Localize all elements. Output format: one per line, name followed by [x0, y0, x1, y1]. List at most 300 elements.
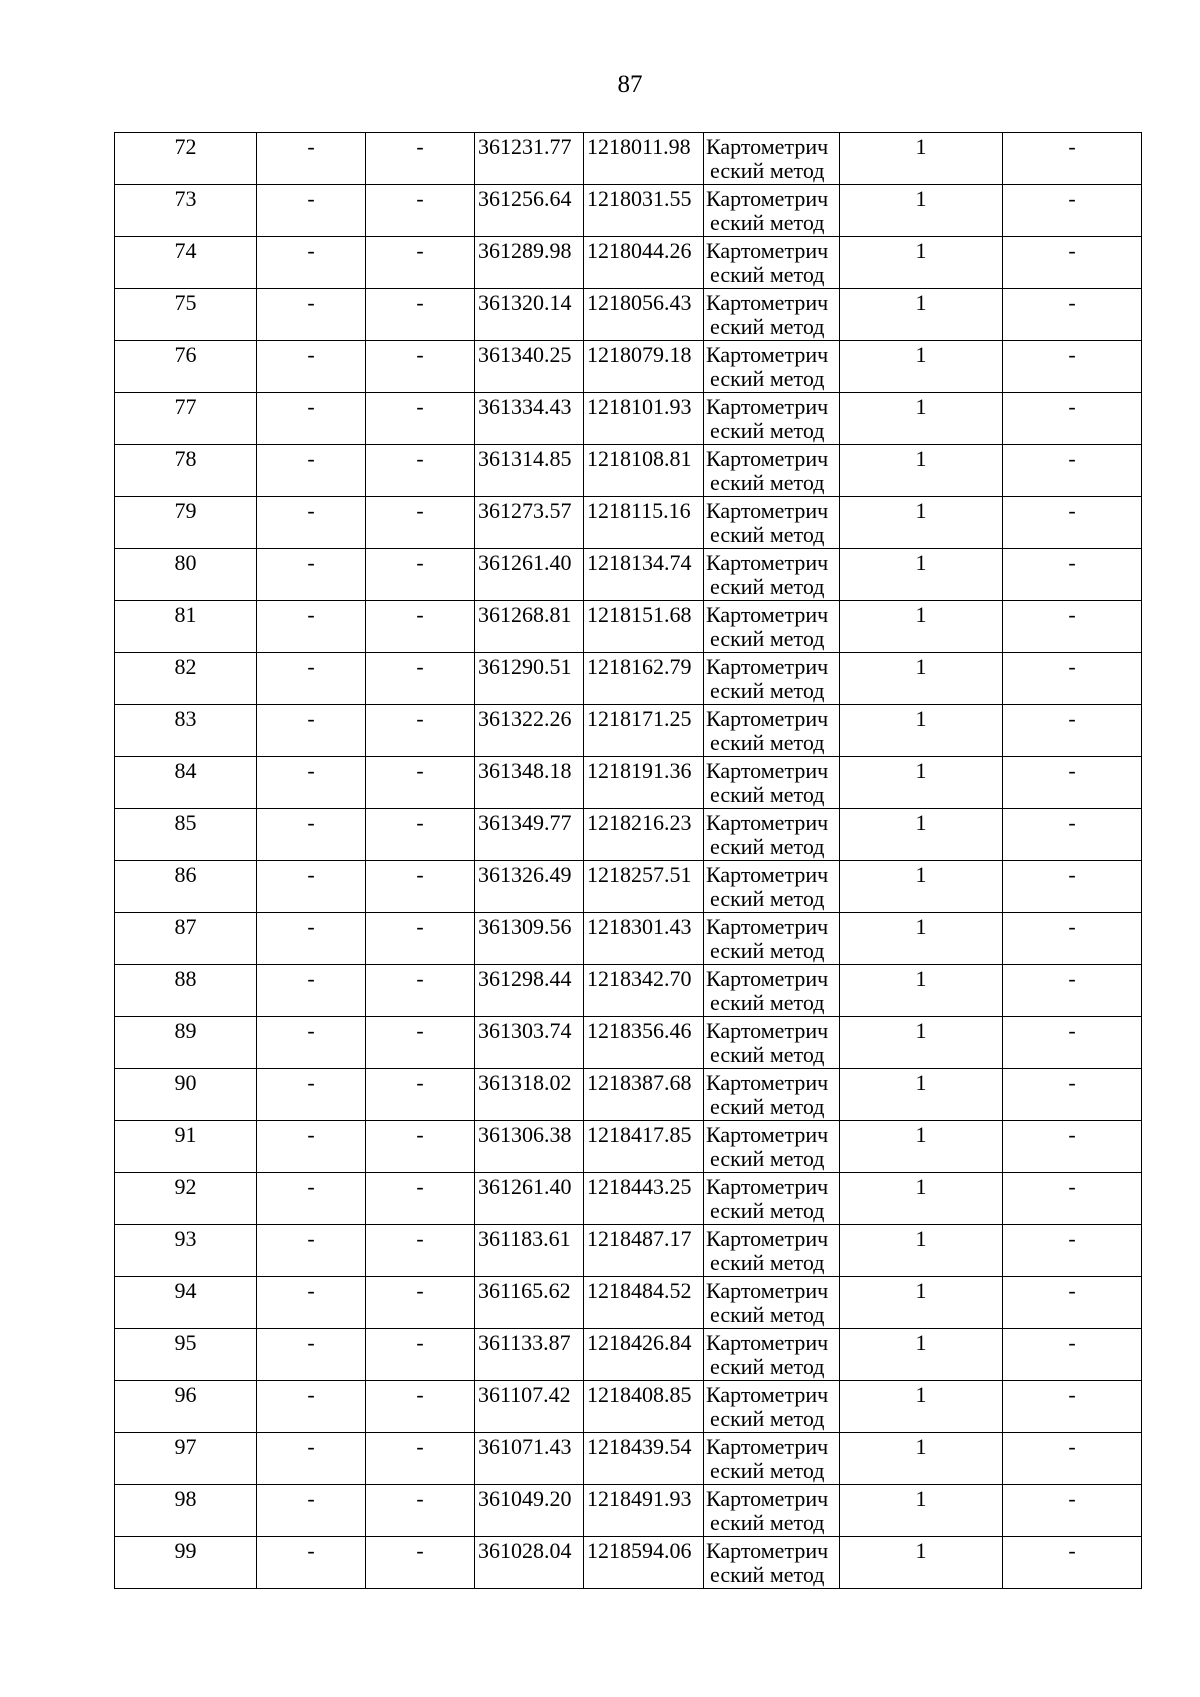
y-coordinate-cell: 1218171.25 [584, 705, 704, 757]
x-coordinate-cell: 361349.77 [475, 809, 584, 861]
point-number-cell: 90 [115, 1069, 257, 1121]
table-row [115, 1225, 1142, 1277]
column-3-cell: - [366, 1121, 475, 1173]
column-3-cell: - [366, 1069, 475, 1121]
y-coordinate-cell: 1218594.06 [584, 1537, 704, 1589]
point-number-cell: 97 [115, 1433, 257, 1485]
column-2-cell: - [257, 1485, 366, 1537]
column-3-cell: - [366, 289, 475, 341]
accuracy-cell: 1 [840, 1121, 1003, 1173]
x-coordinate-cell: 361261.40 [475, 549, 584, 601]
x-coordinate-cell: 361268.81 [475, 601, 584, 653]
column-3-cell: - [366, 549, 475, 601]
method-cell [704, 1485, 840, 1537]
method-text-line-2: еский метод [710, 886, 825, 911]
method-text-line-2: еский метод [710, 522, 825, 547]
point-number-cell: 82 [115, 653, 257, 705]
method-text-line-1: Картометрич [706, 1330, 829, 1355]
accuracy-cell: 1 [840, 757, 1003, 809]
y-coordinate-cell: 1218443.25 [584, 1173, 704, 1225]
method-text-line-1: Картометрич [706, 342, 829, 367]
y-coordinate-cell: 1218108.81 [584, 445, 704, 497]
column-2-cell: - [257, 1173, 366, 1225]
point-number-cell: 98 [115, 1485, 257, 1537]
column-2-cell: - [257, 1017, 366, 1069]
accuracy-cell: 1 [840, 601, 1003, 653]
method-cell [704, 393, 840, 445]
x-coordinate-cell: 361298.44 [475, 965, 584, 1017]
accuracy-cell: 1 [840, 1329, 1003, 1381]
method-text-line-1: Картометрич [706, 914, 829, 939]
method-text-line-2: еский метод [710, 366, 825, 391]
method-cell [704, 809, 840, 861]
point-number-cell: 92 [115, 1173, 257, 1225]
column-8-cell: - [1003, 1121, 1142, 1173]
method-text-line-2: еский метод [710, 938, 825, 963]
method-text-line-2: еский метод [710, 1094, 825, 1119]
method-text-line-2: еский метод [710, 210, 825, 235]
column-3-cell: - [366, 445, 475, 497]
column-3-cell: - [366, 185, 475, 237]
table-row [115, 549, 1142, 601]
method-text-line-2: еский метод [710, 1146, 825, 1171]
column-8-cell: - [1003, 809, 1142, 861]
method-text-line-2: еский метод [710, 1250, 825, 1275]
method-cell [704, 185, 840, 237]
point-number-cell: 86 [115, 861, 257, 913]
table-row [115, 341, 1142, 393]
column-2-cell: - [257, 549, 366, 601]
column-2-cell: - [257, 705, 366, 757]
method-cell [704, 1173, 840, 1225]
method-cell [704, 497, 840, 549]
method-cell [704, 1225, 840, 1277]
method-text-line-2: еский метод [710, 1510, 825, 1535]
accuracy-cell: 1 [840, 185, 1003, 237]
point-number-cell: 78 [115, 445, 257, 497]
method-cell [704, 445, 840, 497]
column-2-cell: - [257, 757, 366, 809]
column-8-cell: - [1003, 965, 1142, 1017]
table-row [115, 289, 1142, 341]
column-2-cell: - [257, 1277, 366, 1329]
column-8-cell: - [1003, 757, 1142, 809]
x-coordinate-cell: 361326.49 [475, 861, 584, 913]
method-text-line-2: еский метод [710, 782, 825, 807]
column-2-cell: - [257, 1121, 366, 1173]
accuracy-cell: 1 [840, 861, 1003, 913]
method-text-line-2: еский метод [710, 1302, 825, 1327]
method-text-line-1: Картометрич [706, 238, 829, 263]
method-text-line-2: еский метод [710, 1198, 825, 1223]
method-text-line-1: Картометрич [706, 186, 829, 211]
y-coordinate-cell: 1218162.79 [584, 653, 704, 705]
point-number-cell: 80 [115, 549, 257, 601]
y-coordinate-cell: 1218387.68 [584, 1069, 704, 1121]
column-8-cell: - [1003, 601, 1142, 653]
column-8-cell: - [1003, 1381, 1142, 1433]
method-cell [704, 549, 840, 601]
column-2-cell: - [257, 601, 366, 653]
accuracy-cell: 1 [840, 1069, 1003, 1121]
method-text-line-1: Картометрич [706, 1434, 829, 1459]
column-3-cell: - [366, 341, 475, 393]
method-cell [704, 861, 840, 913]
x-coordinate-cell: 361289.98 [475, 237, 584, 289]
table-row [115, 237, 1142, 289]
point-number-cell: 81 [115, 601, 257, 653]
column-3-cell: - [366, 757, 475, 809]
column-2-cell: - [257, 341, 366, 393]
column-8-cell: - [1003, 1433, 1142, 1485]
y-coordinate-cell: 1218079.18 [584, 341, 704, 393]
method-cell [704, 757, 840, 809]
accuracy-cell: 1 [840, 1225, 1003, 1277]
method-text-line-2: еский метод [710, 314, 825, 339]
column-8-cell: - [1003, 1537, 1142, 1589]
x-coordinate-cell: 361049.20 [475, 1485, 584, 1537]
column-3-cell: - [366, 653, 475, 705]
column-2-cell: - [257, 393, 366, 445]
point-number-cell: 73 [115, 185, 257, 237]
method-text-line-1: Картометрич [706, 862, 829, 887]
table-row [115, 757, 1142, 809]
column-8-cell: - [1003, 133, 1142, 185]
method-text-line-1: Картометрич [706, 1486, 829, 1511]
column-8-cell: - [1003, 497, 1142, 549]
accuracy-cell: 1 [840, 1433, 1003, 1485]
column-2-cell: - [257, 1537, 366, 1589]
y-coordinate-cell: 1218439.54 [584, 1433, 704, 1485]
column-8-cell: - [1003, 341, 1142, 393]
method-cell [704, 1069, 840, 1121]
method-text-line-1: Картометрич [706, 134, 829, 159]
method-text-line-1: Картометрич [706, 394, 829, 419]
method-text-line-1: Картометрич [706, 1070, 829, 1095]
column-8-cell: - [1003, 289, 1142, 341]
point-number-cell: 93 [115, 1225, 257, 1277]
method-text-line-1: Картометрич [706, 498, 829, 523]
method-cell [704, 1433, 840, 1485]
point-number-cell: 88 [115, 965, 257, 1017]
column-8-cell: - [1003, 1329, 1142, 1381]
column-8-cell: - [1003, 705, 1142, 757]
column-8-cell: - [1003, 185, 1142, 237]
column-3-cell: - [366, 1537, 475, 1589]
method-cell [704, 1329, 840, 1381]
table-row [115, 393, 1142, 445]
x-coordinate-cell: 361318.02 [475, 1069, 584, 1121]
y-coordinate-cell: 1218484.52 [584, 1277, 704, 1329]
point-number-cell: 84 [115, 757, 257, 809]
x-coordinate-cell: 361303.74 [475, 1017, 584, 1069]
method-text-line-2: еский метод [710, 470, 825, 495]
method-text-line-1: Картометрич [706, 810, 829, 835]
method-text-line-1: Картометрич [706, 1122, 829, 1147]
accuracy-cell: 1 [840, 549, 1003, 601]
column-8-cell: - [1003, 237, 1142, 289]
table-row [115, 913, 1142, 965]
y-coordinate-cell: 1218487.17 [584, 1225, 704, 1277]
column-8-cell: - [1003, 1069, 1142, 1121]
table-row [115, 497, 1142, 549]
x-coordinate-cell: 361183.61 [475, 1225, 584, 1277]
coordinates-table [114, 132, 1142, 1589]
x-coordinate-cell: 361261.40 [475, 1173, 584, 1225]
y-coordinate-cell: 1218426.84 [584, 1329, 704, 1381]
method-cell [704, 1381, 840, 1433]
method-cell [704, 133, 840, 185]
x-coordinate-cell: 361314.85 [475, 445, 584, 497]
y-coordinate-cell: 1218301.43 [584, 913, 704, 965]
column-3-cell: - [366, 497, 475, 549]
table-row [115, 1485, 1142, 1537]
x-coordinate-cell: 361273.57 [475, 497, 584, 549]
point-number-cell: 95 [115, 1329, 257, 1381]
column-8-cell: - [1003, 1017, 1142, 1069]
column-3-cell: - [366, 913, 475, 965]
method-text-line-1: Картометрич [706, 654, 829, 679]
column-2-cell: - [257, 497, 366, 549]
column-2-cell: - [257, 653, 366, 705]
column-2-cell: - [257, 965, 366, 1017]
accuracy-cell: 1 [840, 1017, 1003, 1069]
point-number-cell: 75 [115, 289, 257, 341]
x-coordinate-cell: 361028.04 [475, 1537, 584, 1589]
column-8-cell: - [1003, 445, 1142, 497]
method-cell [704, 1121, 840, 1173]
column-2-cell: - [257, 1069, 366, 1121]
x-coordinate-cell: 361290.51 [475, 653, 584, 705]
accuracy-cell: 1 [840, 1277, 1003, 1329]
accuracy-cell: 1 [840, 1537, 1003, 1589]
method-cell [704, 913, 840, 965]
column-3-cell: - [366, 1277, 475, 1329]
column-3-cell: - [366, 1173, 475, 1225]
point-number-cell: 72 [115, 133, 257, 185]
method-text-line-1: Картометрич [706, 446, 829, 471]
method-text-line-1: Картометрич [706, 1018, 829, 1043]
method-text-line-1: Картометрич [706, 1174, 829, 1199]
accuracy-cell: 1 [840, 445, 1003, 497]
column-2-cell: - [257, 809, 366, 861]
method-text-line-1: Картометрич [706, 602, 829, 627]
method-text-line-2: еский метод [710, 262, 825, 287]
method-text-line-2: еский метод [710, 990, 825, 1015]
y-coordinate-cell: 1218044.26 [584, 237, 704, 289]
table-row [115, 653, 1142, 705]
point-number-cell: 76 [115, 341, 257, 393]
column-3-cell: - [366, 1329, 475, 1381]
accuracy-cell: 1 [840, 809, 1003, 861]
column-3-cell: - [366, 237, 475, 289]
table-row [115, 965, 1142, 1017]
method-cell [704, 705, 840, 757]
column-3-cell: - [366, 861, 475, 913]
method-text-line-2: еский метод [710, 678, 825, 703]
table-row [115, 1277, 1142, 1329]
method-text-line-2: еский метод [710, 834, 825, 859]
method-cell [704, 289, 840, 341]
column-3-cell: - [366, 393, 475, 445]
column-2-cell: - [257, 237, 366, 289]
method-cell [704, 341, 840, 393]
x-coordinate-cell: 361309.56 [475, 913, 584, 965]
column-8-cell: - [1003, 1485, 1142, 1537]
method-text-line-2: еский метод [710, 1354, 825, 1379]
x-coordinate-cell: 361133.87 [475, 1329, 584, 1381]
method-text-line-2: еский метод [710, 1042, 825, 1067]
y-coordinate-cell: 1218115.16 [584, 497, 704, 549]
method-cell [704, 1537, 840, 1589]
point-number-cell: 77 [115, 393, 257, 445]
y-coordinate-cell: 1218134.74 [584, 549, 704, 601]
table-row [115, 1121, 1142, 1173]
table-row [115, 1173, 1142, 1225]
method-text-line-1: Картометрич [706, 1278, 829, 1303]
method-cell [704, 601, 840, 653]
accuracy-cell: 1 [840, 965, 1003, 1017]
accuracy-cell: 1 [840, 1485, 1003, 1537]
column-2-cell: - [257, 913, 366, 965]
column-2-cell: - [257, 133, 366, 185]
column-3-cell: - [366, 809, 475, 861]
x-coordinate-cell: 361322.26 [475, 705, 584, 757]
method-text-line-1: Картометрич [706, 1226, 829, 1251]
x-coordinate-cell: 361348.18 [475, 757, 584, 809]
y-coordinate-cell: 1218101.93 [584, 393, 704, 445]
y-coordinate-cell: 1218408.85 [584, 1381, 704, 1433]
point-number-cell: 74 [115, 237, 257, 289]
column-3-cell: - [366, 1017, 475, 1069]
point-number-cell: 96 [115, 1381, 257, 1433]
column-2-cell: - [257, 289, 366, 341]
method-text-line-1: Картометрич [706, 1382, 829, 1407]
y-coordinate-cell: 1218257.51 [584, 861, 704, 913]
accuracy-cell: 1 [840, 289, 1003, 341]
accuracy-cell: 1 [840, 1173, 1003, 1225]
method-text-line-1: Картометрич [706, 290, 829, 315]
point-number-cell: 85 [115, 809, 257, 861]
column-3-cell: - [366, 705, 475, 757]
method-text-line-1: Картометрич [706, 758, 829, 783]
method-text-line-2: еский метод [710, 158, 825, 183]
column-2-cell: - [257, 445, 366, 497]
table-row [115, 1329, 1142, 1381]
table-row [115, 1381, 1142, 1433]
column-8-cell: - [1003, 393, 1142, 445]
y-coordinate-cell: 1218031.55 [584, 185, 704, 237]
table-row [115, 445, 1142, 497]
accuracy-cell: 1 [840, 1381, 1003, 1433]
y-coordinate-cell: 1218216.23 [584, 809, 704, 861]
point-number-cell: 83 [115, 705, 257, 757]
y-coordinate-cell: 1218356.46 [584, 1017, 704, 1069]
column-3-cell: - [366, 133, 475, 185]
column-3-cell: - [366, 601, 475, 653]
method-text-line-1: Картометрич [706, 706, 829, 731]
x-coordinate-cell: 361320.14 [475, 289, 584, 341]
point-number-cell: 99 [115, 1537, 257, 1589]
x-coordinate-cell: 361231.77 [475, 133, 584, 185]
column-3-cell: - [366, 1381, 475, 1433]
x-coordinate-cell: 361256.64 [475, 185, 584, 237]
table-row [115, 185, 1142, 237]
y-coordinate-cell: 1218151.68 [584, 601, 704, 653]
column-3-cell: - [366, 1433, 475, 1485]
accuracy-cell: 1 [840, 237, 1003, 289]
point-number-cell: 89 [115, 1017, 257, 1069]
method-cell [704, 965, 840, 1017]
column-8-cell: - [1003, 861, 1142, 913]
y-coordinate-cell: 1218342.70 [584, 965, 704, 1017]
accuracy-cell: 1 [840, 341, 1003, 393]
column-8-cell: - [1003, 1225, 1142, 1277]
column-2-cell: - [257, 185, 366, 237]
column-8-cell: - [1003, 1277, 1142, 1329]
table-body [115, 133, 1142, 1589]
accuracy-cell: 1 [840, 913, 1003, 965]
accuracy-cell: 1 [840, 133, 1003, 185]
x-coordinate-cell: 361071.43 [475, 1433, 584, 1485]
method-text-line-1: Картометрич [706, 966, 829, 991]
column-8-cell: - [1003, 653, 1142, 705]
column-3-cell: - [366, 965, 475, 1017]
x-coordinate-cell: 361107.42 [475, 1381, 584, 1433]
method-cell [704, 237, 840, 289]
table-row [115, 1069, 1142, 1121]
accuracy-cell: 1 [840, 497, 1003, 549]
table-row [115, 1433, 1142, 1485]
point-number-cell: 91 [115, 1121, 257, 1173]
column-2-cell: - [257, 861, 366, 913]
table-row [115, 1017, 1142, 1069]
table-row [115, 1537, 1142, 1589]
point-number-cell: 79 [115, 497, 257, 549]
table-row [115, 601, 1142, 653]
accuracy-cell: 1 [840, 653, 1003, 705]
table-row [115, 705, 1142, 757]
y-coordinate-cell: 1218491.93 [584, 1485, 704, 1537]
method-cell [704, 1017, 840, 1069]
method-text-line-2: еский метод [710, 418, 825, 443]
method-text-line-2: еский метод [710, 626, 825, 651]
column-8-cell: - [1003, 913, 1142, 965]
column-8-cell: - [1003, 1173, 1142, 1225]
method-text-line-2: еский метод [710, 574, 825, 599]
method-cell [704, 653, 840, 705]
method-text-line-2: еский метод [710, 1562, 825, 1587]
point-number-cell: 94 [115, 1277, 257, 1329]
method-text-line-2: еский метод [710, 730, 825, 755]
method-text-line-2: еский метод [710, 1458, 825, 1483]
point-number-cell: 87 [115, 913, 257, 965]
column-2-cell: - [257, 1225, 366, 1277]
column-3-cell: - [366, 1485, 475, 1537]
y-coordinate-cell: 1218011.98 [584, 133, 704, 185]
method-cell [704, 1277, 840, 1329]
method-text-line-2: еский метод [710, 1406, 825, 1431]
column-3-cell: - [366, 1225, 475, 1277]
accuracy-cell: 1 [840, 393, 1003, 445]
column-2-cell: - [257, 1329, 366, 1381]
table-row [115, 861, 1142, 913]
table-row [115, 133, 1142, 185]
y-coordinate-cell: 1218191.36 [584, 757, 704, 809]
method-text-line-1: Картометрич [706, 1538, 829, 1563]
page-number: 87 [617, 71, 643, 98]
method-text-line-1: Картометрич [706, 550, 829, 575]
